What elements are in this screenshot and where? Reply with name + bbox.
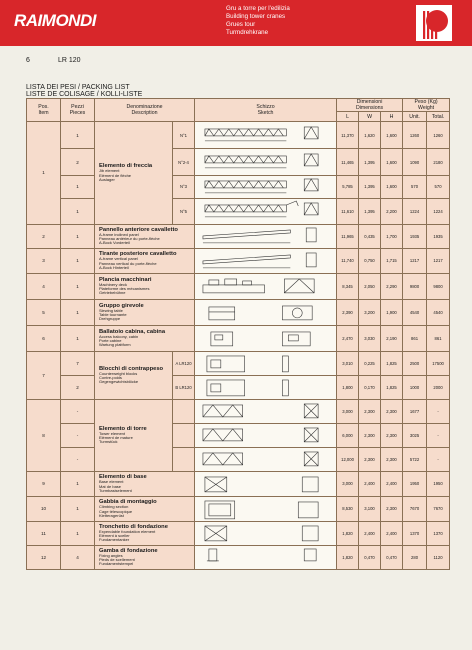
table-row <box>27 521 450 545</box>
value-l: 2,470 <box>337 325 359 351</box>
col-unit-header: Unit. <box>403 112 427 122</box>
description-translation: Counterweight blocks <box>99 370 138 376</box>
description-translation: Cage télescopique <box>99 508 133 514</box>
item-description <box>95 273 195 299</box>
description-translation: Wartung plattform <box>99 342 131 348</box>
value-unit: 2500 <box>403 351 427 375</box>
sketch-drawing <box>195 376 336 398</box>
item-sketch <box>195 273 337 299</box>
item-description <box>95 545 195 569</box>
header-banner <box>0 0 472 46</box>
item-number: 1 <box>27 122 61 225</box>
value-unit: 1935 <box>403 224 427 248</box>
description-translation: Elément de flèche <box>99 172 132 178</box>
table-row <box>27 325 450 351</box>
table-row <box>27 471 450 496</box>
value-h: 1,600 <box>381 122 403 149</box>
col-w-header: W <box>359 112 381 122</box>
pieces-count: 1 <box>61 248 95 273</box>
value-total: 861 <box>427 325 450 351</box>
list-title-line: LISTA DEI PESI / PACKING LIST <box>26 84 130 91</box>
description-translation: A-Bock Vorderteil <box>99 240 130 246</box>
description-translation: Mat de base <box>99 483 122 489</box>
description-translation: Turmstück <box>99 439 118 445</box>
value-w: 1,395 <box>359 198 381 224</box>
col-h-header: H <box>381 112 403 122</box>
value-unit: 7670 <box>403 496 427 521</box>
table-row <box>27 399 450 423</box>
sketch-drawing <box>195 250 336 272</box>
table-row <box>27 224 450 248</box>
sketch-drawing <box>195 424 336 446</box>
value-h: 1,715 <box>381 248 403 273</box>
page-number: 6 <box>26 57 30 64</box>
tagline-line: Grues tour <box>226 21 256 28</box>
pieces-count: 4 <box>61 545 95 569</box>
value-l: 11,370 <box>337 122 359 149</box>
item-name: Gabbia di montaggio <box>99 499 157 506</box>
value-w: 0,170 <box>359 375 381 399</box>
value-l: 11,740 <box>337 248 359 273</box>
value-total: - <box>427 447 450 471</box>
item-number: 5 <box>27 299 61 325</box>
item-number: 7 <box>27 351 61 399</box>
item-number: 12 <box>27 545 61 569</box>
item-sketch <box>195 423 337 447</box>
value-w: 3,100 <box>359 496 381 521</box>
item-variant: N°3 <box>173 176 195 199</box>
value-total: - <box>427 423 450 447</box>
item-description <box>95 471 195 496</box>
value-w: 3,200 <box>359 299 381 325</box>
sketch-drawing <box>195 124 336 146</box>
item-name: Gamba di fondazione <box>99 547 158 554</box>
item-number: 6 <box>27 325 61 351</box>
table-row <box>27 299 450 325</box>
value-l: 1,800 <box>337 375 359 399</box>
tagline-line: Building tower cranes <box>226 13 286 20</box>
item-sketch <box>195 351 337 375</box>
value-l: 8,530 <box>337 496 359 521</box>
item-sketch <box>195 248 337 273</box>
value-unit: 1260 <box>403 122 427 149</box>
value-h: 1,600 <box>381 176 403 199</box>
description-translation: Elément à sceller <box>99 533 130 539</box>
value-l: 5,785 <box>337 176 359 199</box>
value-h: 2,300 <box>381 447 403 471</box>
item-sketch <box>195 545 337 569</box>
sketch-drawing <box>195 546 336 568</box>
value-unit: 1677 <box>403 399 427 423</box>
sketch-drawing <box>195 352 336 374</box>
pieces-count: 2 <box>61 375 95 399</box>
item-variant <box>173 423 195 447</box>
item-number: 8 <box>27 399 61 471</box>
item-name: Plancia macchinari <box>99 276 152 283</box>
table-row <box>27 198 450 224</box>
value-w: 1,620 <box>359 122 381 149</box>
item-name: Elemento di torre <box>99 425 147 432</box>
item-number: 2 <box>27 224 61 248</box>
value-unit: 1217 <box>403 248 427 273</box>
item-name: Ballatoio cabina, cabina <box>99 328 166 335</box>
table-row <box>27 545 450 569</box>
description-translation: Porte cabine <box>99 338 122 344</box>
pieces-count: 1 <box>61 496 95 521</box>
tagline-line: Gru a torre per l'edilizia <box>226 5 290 12</box>
value-unit: 1090 <box>403 149 427 176</box>
item-variant: B LR120 <box>173 375 195 399</box>
pieces-count: 7 <box>61 351 95 375</box>
value-h: 0,470 <box>381 545 403 569</box>
value-total: 2000 <box>427 375 450 399</box>
description-translation: Drehgruppe <box>99 316 121 322</box>
item-sketch <box>195 471 337 496</box>
value-l: 1,820 <box>337 521 359 545</box>
description-translation: Climbing section <box>99 504 129 510</box>
value-h: 1,600 <box>381 149 403 176</box>
value-l: 1,820 <box>337 545 359 569</box>
value-l: 2,390 <box>337 299 359 325</box>
value-h: 1,700 <box>381 224 403 248</box>
item-description <box>95 399 173 471</box>
value-h: 2,300 <box>381 399 403 423</box>
sketch-drawing <box>195 400 336 422</box>
description-translation: Plateforme des mécanismes <box>99 286 150 292</box>
value-unit: 3025 <box>403 423 427 447</box>
value-w: 0,470 <box>359 545 381 569</box>
value-total: 9800 <box>427 273 450 299</box>
pieces-count: 1 <box>61 325 95 351</box>
description-translation: Fundamentstempel <box>99 561 134 567</box>
description-translation: Kletteragerüst <box>99 512 124 518</box>
value-unit: 280 <box>403 545 427 569</box>
brand-mark-icon <box>416 5 452 41</box>
table-row <box>27 447 450 471</box>
sketch-drawing <box>195 473 336 495</box>
description-translation: Slewing table <box>99 307 123 313</box>
value-h: 2,200 <box>381 198 403 224</box>
sketch-drawing <box>195 327 336 349</box>
sketch-drawing <box>195 200 336 222</box>
item-variant: N°1 <box>173 122 195 149</box>
value-h: 2,190 <box>381 325 403 351</box>
item-name: Tirante posteriore cavalletto <box>99 251 177 258</box>
table-row <box>27 122 450 149</box>
value-total: 7670 <box>427 496 450 521</box>
item-sketch <box>195 325 337 351</box>
description-translation: A-frame vertical panel <box>99 256 138 262</box>
item-sketch <box>195 375 337 399</box>
item-sketch <box>195 224 337 248</box>
sketch-drawing <box>195 225 336 247</box>
sketch-drawing <box>195 522 336 544</box>
value-total: 2180 <box>427 149 450 176</box>
col-desc-header: Denominazione Description <box>95 99 195 122</box>
item-variant: A LR120 <box>173 351 195 375</box>
value-w: 1,395 <box>359 176 381 199</box>
description-translation: Getriebebühne <box>99 290 126 296</box>
item-variant <box>173 399 195 423</box>
item-number: 10 <box>27 496 61 521</box>
col-pcs-header: Pezzi Pieces <box>61 99 95 122</box>
value-w: 1,395 <box>359 149 381 176</box>
value-total: 1217 <box>427 248 450 273</box>
value-l: 3,000 <box>337 399 359 423</box>
pieces-count: 2 <box>61 149 95 176</box>
description-translation: Contre-poids <box>99 375 122 381</box>
sketch-drawing <box>195 275 336 297</box>
value-l: 6,000 <box>337 423 359 447</box>
table-row <box>27 423 450 447</box>
value-l: 3,000 <box>337 471 359 496</box>
item-name: Pannello anteriore cavalletto <box>99 226 178 233</box>
item-sketch <box>195 299 337 325</box>
item-variant <box>173 447 195 471</box>
pieces-count: 1 <box>61 299 95 325</box>
col-total-header: Total. <box>427 112 450 122</box>
value-h: 2,300 <box>381 496 403 521</box>
value-h: 1,900 <box>381 299 403 325</box>
table-row <box>27 273 450 299</box>
pieces-count: 1 <box>61 273 95 299</box>
description-translation: Access balcony, cabin <box>99 333 139 339</box>
item-sketch <box>195 496 337 521</box>
value-unit: 1000 <box>403 375 427 399</box>
item-description <box>95 325 195 351</box>
description-translation: Fixing angles <box>99 552 123 558</box>
brand-logo: RAIMONDI <box>14 11 96 30</box>
description-translation: Base element <box>99 479 124 485</box>
col-pos-header: Pos. Item <box>27 99 61 122</box>
value-l: 11,465 <box>337 149 359 176</box>
value-unit: 1224 <box>403 198 427 224</box>
value-w: 0,225 <box>359 351 381 375</box>
item-description <box>95 224 195 248</box>
sketch-drawing <box>195 498 336 520</box>
sketch-drawing <box>195 176 336 198</box>
value-total: 1260 <box>427 122 450 149</box>
item-variant: N°5 <box>173 198 195 224</box>
item-name: Blocchi di contrappeso <box>99 365 164 372</box>
item-sketch <box>195 149 337 176</box>
col-weight-header: Peso (Kg) Weight <box>403 99 450 112</box>
col-l-header: L <box>337 112 359 122</box>
item-number: 3 <box>27 248 61 273</box>
description-translation: Expendable foundation element <box>99 528 156 534</box>
description-translation: Elément de mature <box>99 435 133 441</box>
table-row <box>27 248 450 273</box>
value-unit: 570 <box>403 176 427 199</box>
table-row <box>27 149 450 176</box>
tagline <box>226 5 290 37</box>
list-title <box>26 84 226 99</box>
description-translation: Gegengewichtsblöcke <box>99 379 139 385</box>
pieces-count: - <box>61 399 95 423</box>
item-name: Gruppo girevole <box>99 302 144 309</box>
value-unit: 1950 <box>403 471 427 496</box>
value-total: 4540 <box>427 299 450 325</box>
pieces-count: - <box>61 423 95 447</box>
value-l: 12,000 <box>337 447 359 471</box>
list-title-line: LISTE DE COLISAGE / KOLLI-LISTE <box>26 91 143 99</box>
item-name: Tronchetto di fondazione <box>99 523 168 530</box>
value-total: 1370 <box>427 521 450 545</box>
pieces-count: 1 <box>61 521 95 545</box>
item-sketch <box>195 447 337 471</box>
description-translation: A-Bock Hinterteil <box>99 264 129 270</box>
value-w: 3,030 <box>359 325 381 351</box>
description-translation: Panneau antérieur du porte-flèche <box>99 236 160 242</box>
packing-list-table <box>26 98 450 570</box>
value-w: 2,300 <box>359 447 381 471</box>
item-description <box>95 521 195 545</box>
item-name: Elemento di freccia <box>99 163 153 170</box>
item-sketch <box>195 198 337 224</box>
pieces-count: - <box>61 447 95 471</box>
crane-model: LR 120 <box>58 57 81 64</box>
value-h: 2,290 <box>381 273 403 299</box>
item-description <box>95 122 173 225</box>
value-w: 2,050 <box>359 273 381 299</box>
value-w: 2,300 <box>359 399 381 423</box>
sketch-drawing <box>195 301 336 323</box>
value-total: 1120 <box>427 545 450 569</box>
pieces-count: 1 <box>61 224 95 248</box>
item-description <box>95 299 195 325</box>
item-name: Elemento di base <box>99 474 147 481</box>
item-number: 9 <box>27 471 61 496</box>
item-description <box>95 351 173 399</box>
value-w: 2,400 <box>359 471 381 496</box>
pieces-count: 1 <box>61 471 95 496</box>
item-sketch <box>195 399 337 423</box>
value-h: 1,825 <box>381 375 403 399</box>
item-description <box>95 496 195 521</box>
value-total: 1224 <box>427 198 450 224</box>
col-dims-header: Dimensioni Dimensions <box>337 99 403 112</box>
value-total: 17500 <box>427 351 450 375</box>
value-h: 2,300 <box>381 423 403 447</box>
value-w: 0,435 <box>359 224 381 248</box>
value-total: - <box>427 399 450 423</box>
description-translation: Tower element <box>99 430 126 436</box>
value-unit: 5722 <box>403 447 427 471</box>
value-total: 1935 <box>427 224 450 248</box>
value-unit: 861 <box>403 325 427 351</box>
value-w: 0,750 <box>359 248 381 273</box>
description-translation: Auslager <box>99 177 115 183</box>
sketch-drawing <box>195 448 336 470</box>
description-translation: Turmbasiselement <box>99 487 132 493</box>
description-translation: Fundamentanker <box>99 537 130 543</box>
tagline-line: Turmdrehkrane <box>226 29 269 36</box>
description-translation: A-frame inclined panel <box>99 231 139 237</box>
pieces-count: 1 <box>61 176 95 199</box>
item-sketch <box>195 521 337 545</box>
item-description <box>95 248 195 273</box>
table-row <box>27 176 450 199</box>
table-row <box>27 375 450 399</box>
value-w: 2,300 <box>359 423 381 447</box>
value-l: 8,345 <box>337 273 359 299</box>
item-variant: N°2-4 <box>173 149 195 176</box>
value-total: 570 <box>427 176 450 199</box>
value-total: 1950 <box>427 471 450 496</box>
value-h: 2,400 <box>381 521 403 545</box>
item-number: 11 <box>27 521 61 545</box>
value-unit: 9800 <box>403 273 427 299</box>
item-sketch <box>195 176 337 199</box>
description-translation: Jib element <box>99 168 120 174</box>
value-unit: 4540 <box>403 299 427 325</box>
description-translation: Table tournante <box>99 312 127 318</box>
value-unit: 1370 <box>403 521 427 545</box>
item-number: 4 <box>27 273 61 299</box>
description-translation: Pieds de scellement <box>99 557 135 563</box>
description-translation: Panneau vertical du porte-flèche <box>99 260 157 266</box>
col-sketch-header: Schizzo Sketch <box>195 99 337 122</box>
pieces-count: 1 <box>61 198 95 224</box>
value-h: 2,400 <box>381 471 403 496</box>
table-row <box>27 496 450 521</box>
value-l: 3,010 <box>337 351 359 375</box>
value-l: 11,610 <box>337 198 359 224</box>
value-h: 1,825 <box>381 351 403 375</box>
pieces-count: 1 <box>61 122 95 149</box>
description-translation: Machinery deck <box>99 281 128 287</box>
value-w: 2,400 <box>359 521 381 545</box>
item-sketch <box>195 122 337 149</box>
value-l: 11,965 <box>337 224 359 248</box>
sketch-drawing <box>195 151 336 173</box>
table-row <box>27 351 450 375</box>
